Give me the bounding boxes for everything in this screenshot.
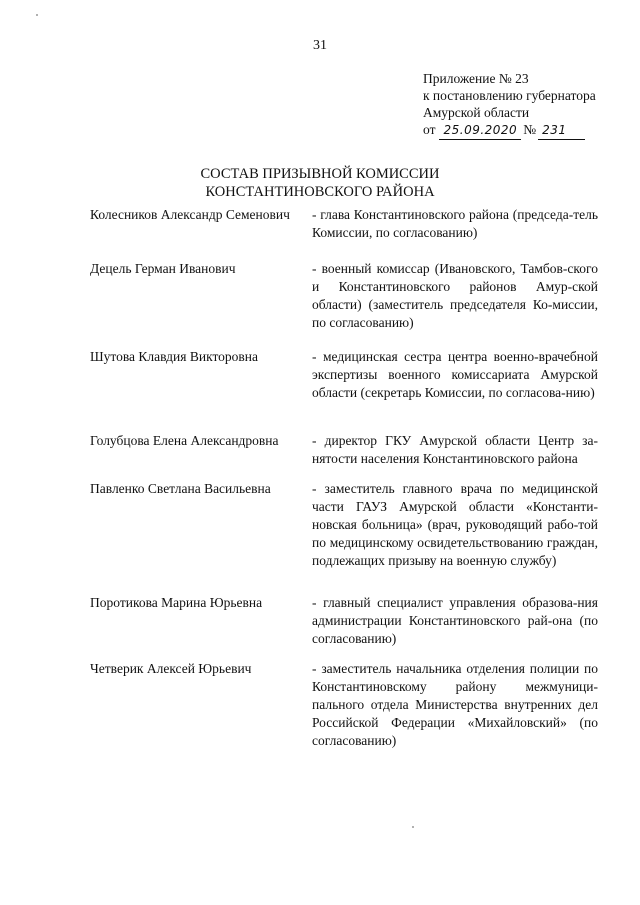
member-name: Павленко Светлана Васильевна xyxy=(90,481,271,496)
appendix-block xyxy=(423,70,596,140)
number-prefix: № xyxy=(523,122,537,137)
appendix-line-2: к постановлению губернатора xyxy=(423,88,596,103)
handwritten-date: 25.09.2020 xyxy=(439,122,521,140)
member-row xyxy=(90,660,610,752)
member-name: Колесников Александр Семенович xyxy=(90,207,290,222)
appendix-line-1: Приложение № 23 xyxy=(423,71,529,86)
member-row xyxy=(90,594,610,660)
member-row xyxy=(90,480,610,594)
member-role: - главный специалист управления образова-ния администрации Константиновского рай-она (по согласованию) xyxy=(312,595,598,646)
member-row xyxy=(90,206,610,260)
page-number: 31 xyxy=(313,38,327,53)
member-role: - заместитель начальника отделения полиции по Константиновскому району межмуници-пального отдела Министерства внутренних дел Российской Федерации «Михайловский» (по согласованию) xyxy=(312,661,598,748)
member-role: - медицинская сестра центра военно-врачебной экспертизы военного комиссариата Амурской области (секретарь Комиссии, по согласова-нию) xyxy=(312,349,598,400)
member-row xyxy=(90,432,610,480)
member-role: - военный комиссар (Ивановского, Тамбов-ского и Константиновского районов Амур-ской области) (заместитель председателя Ко-миссии, по согласованию) xyxy=(312,261,598,330)
member-role: - директор ГКУ Амурской области Центр за-нятости населения Константиновского района xyxy=(312,433,598,466)
scan-speck xyxy=(36,14,38,16)
member-row xyxy=(90,348,610,432)
member-name: Децель Герман Иванович xyxy=(90,261,236,276)
date-prefix: от xyxy=(423,122,436,137)
member-row xyxy=(90,260,610,348)
member-name: Голубцова Елена Александровна xyxy=(90,433,279,448)
member-name: Четверик Алексей Юрьевич xyxy=(90,661,252,676)
scan-speck xyxy=(412,826,414,828)
members-list xyxy=(90,206,610,752)
member-role: - заместитель главного врача по медицинской части ГАУЗ Амурской области «Константи-новская больница» (врач, руководящий рабо-той по медицинскому освидетельствованию граждан, подлежащих призыву на военную службу) xyxy=(312,481,598,568)
document-title xyxy=(0,165,640,201)
member-name: Шутова Клавдия Викторовна xyxy=(90,349,259,364)
appendix-date-line xyxy=(423,121,596,140)
member-role: - глава Константиновского района (председа-тель Комиссии, по согласованию) xyxy=(312,207,598,240)
appendix-line-3: Амурской области xyxy=(423,105,530,120)
title-line-2: КОНСТАНТИНОВСКОГО РАЙОНА xyxy=(205,184,435,200)
handwritten-number: 231 xyxy=(538,122,584,140)
title-line-1: СОСТАВ ПРИЗЫВНОЙ КОМИССИИ xyxy=(200,166,440,182)
member-name: Поротикова Марина Юрьевна xyxy=(90,595,263,610)
